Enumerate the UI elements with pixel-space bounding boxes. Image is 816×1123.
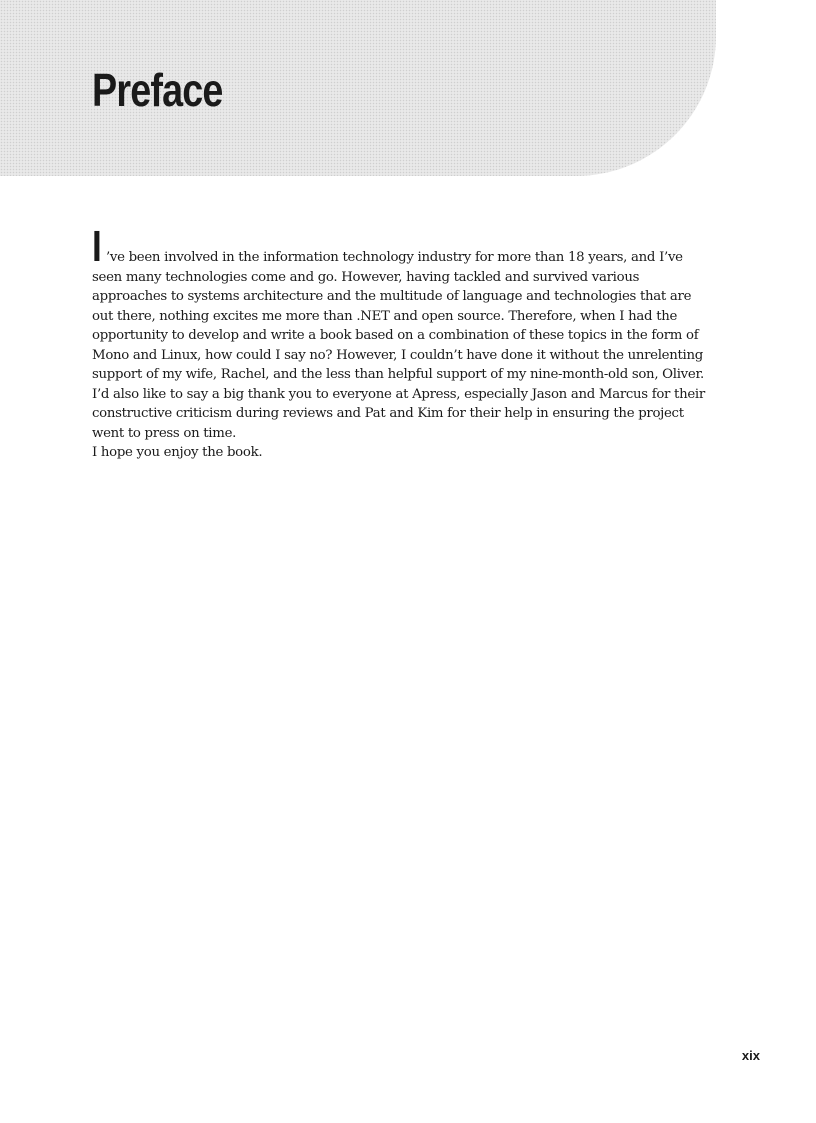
preface-closing-line: I hope you enjoy the book. [92, 445, 263, 460]
drop-cap: I [92, 222, 102, 271]
preface-paragraph-text: ’ve been involved in the information technology industry for more than 18 years, and I’ve seen many technologies come and go. However, having tackled and survived various approaches to systems architecture and the multitude of language and technologies that are out there, nothing excites me more than .NET and open source. Therefore, when I had the opportunity to develop and write a book based on a combination of these topics in the form of Mono and Linux, how could I say no? However, I couldn’t have done it without the unrelenting support of my wife, Rachel, and the less than helpful support of my nine-month-old son, Oliver. I’d also like to say a big thank you to everyone at Apress, especially Jason and Marcus for their constructive criticism during reviews and Pat and Kim for their help in ensuring the project went to press on time. [92, 250, 705, 441]
preface-paragraph [92, 222, 716, 443]
chapter-title: Preface [92, 64, 223, 116]
page-number: xix [741, 1048, 760, 1063]
preface-body [92, 222, 716, 463]
